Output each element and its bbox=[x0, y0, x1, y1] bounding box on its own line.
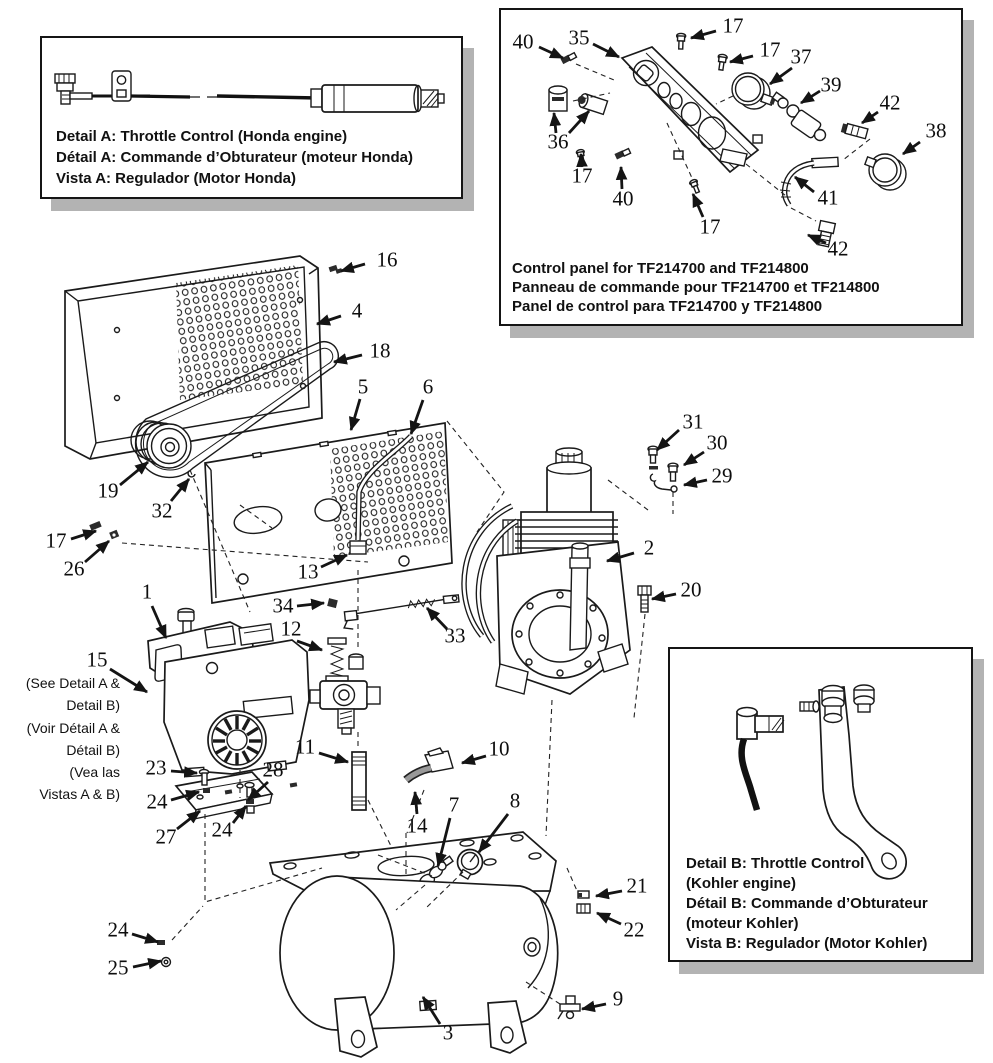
callout-17: 17 bbox=[759, 37, 781, 62]
callout-30: 30 bbox=[706, 430, 728, 455]
detail-b-line-2: (Kohler engine) bbox=[686, 875, 797, 892]
callout-17: 17 bbox=[571, 163, 593, 188]
callout-24: 24 bbox=[107, 917, 129, 942]
callout-24: 24 bbox=[211, 817, 233, 842]
control-panel-line-3: Panel de control para TF214700 y TF214800 bbox=[512, 298, 823, 315]
callout-36: 36 bbox=[547, 129, 569, 154]
callout-40: 40 bbox=[612, 186, 634, 211]
control-panel-line-1: Control panel for TF214700 and TF214800 bbox=[512, 260, 809, 277]
callout-24: 24 bbox=[146, 789, 168, 814]
callout-6: 6 bbox=[422, 374, 434, 399]
detail-b-line-5: Vista B: Regulador (Motor Kohler) bbox=[686, 935, 928, 952]
callout-2: 2 bbox=[643, 535, 655, 560]
callout-10: 10 bbox=[488, 736, 510, 761]
callout-17: 17 bbox=[699, 214, 721, 239]
callout-40: 40 bbox=[512, 29, 534, 54]
callout-1: 1 bbox=[141, 579, 153, 604]
callout-31: 31 bbox=[682, 409, 704, 434]
callout-33: 33 bbox=[444, 623, 466, 648]
callout-4: 4 bbox=[351, 298, 363, 323]
callout-34: 34 bbox=[272, 593, 294, 618]
callout-7: 7 bbox=[448, 792, 460, 817]
callout-35: 35 bbox=[568, 25, 590, 50]
detail-a-line-1: Detail A: Throttle Control (Honda engine) bbox=[56, 128, 348, 145]
callout-14: 14 bbox=[406, 813, 428, 838]
callout-23: 23 bbox=[145, 755, 167, 780]
detail-b-line-1: Detail B: Throttle Control bbox=[686, 855, 865, 872]
callout-3: 3 bbox=[442, 1020, 454, 1045]
callout-38: 38 bbox=[925, 118, 947, 143]
callout-26: 26 bbox=[63, 556, 85, 581]
callout-11: 11 bbox=[294, 734, 316, 759]
callout-16: 16 bbox=[376, 247, 398, 272]
callout-32: 32 bbox=[151, 498, 173, 523]
callout-20: 20 bbox=[680, 577, 702, 602]
callout-15: 15 bbox=[86, 647, 108, 672]
detail-b-line-3: Détail B: Commande d’Obturateur bbox=[686, 895, 928, 912]
callout-28: 28 bbox=[262, 757, 284, 782]
callout-8: 8 bbox=[509, 788, 521, 813]
callout-19: 19 bbox=[97, 478, 119, 503]
detail-a-line-2: Détail A: Commande d’Obturateur (moteur Honda) bbox=[56, 149, 413, 166]
callout-5: 5 bbox=[357, 374, 369, 399]
callout-39: 39 bbox=[820, 72, 842, 97]
callout-13: 13 bbox=[297, 559, 319, 584]
callout-25: 25 bbox=[107, 955, 129, 980]
callout-29: 29 bbox=[711, 463, 733, 488]
detail-b-line-4: (moteur Kohler) bbox=[686, 915, 799, 932]
callout-41: 41 bbox=[817, 185, 839, 210]
callout-9: 9 bbox=[612, 986, 624, 1011]
callout-12: 12 bbox=[280, 616, 302, 641]
control-panel-line-2: Panneau de commande pour TF214700 et TF214800 bbox=[512, 279, 880, 296]
callout-18: 18 bbox=[369, 338, 391, 363]
detail-a-line-3: Vista A: Regulador (Motor Honda) bbox=[56, 170, 296, 187]
callout-42: 42 bbox=[879, 90, 901, 115]
callout-42: 42 bbox=[827, 236, 849, 261]
callout-37: 37 bbox=[790, 44, 812, 69]
callout-17: 17 bbox=[45, 528, 67, 553]
see-detail-note: (See Detail A & Detail B) (Voir Détail A & Détail B) (Vea las Vistas A & B) bbox=[25, 675, 120, 803]
callout-22: 22 bbox=[623, 917, 645, 942]
callout-27: 27 bbox=[155, 824, 177, 849]
callout-21: 21 bbox=[626, 873, 648, 898]
callout-17: 17 bbox=[722, 13, 744, 38]
